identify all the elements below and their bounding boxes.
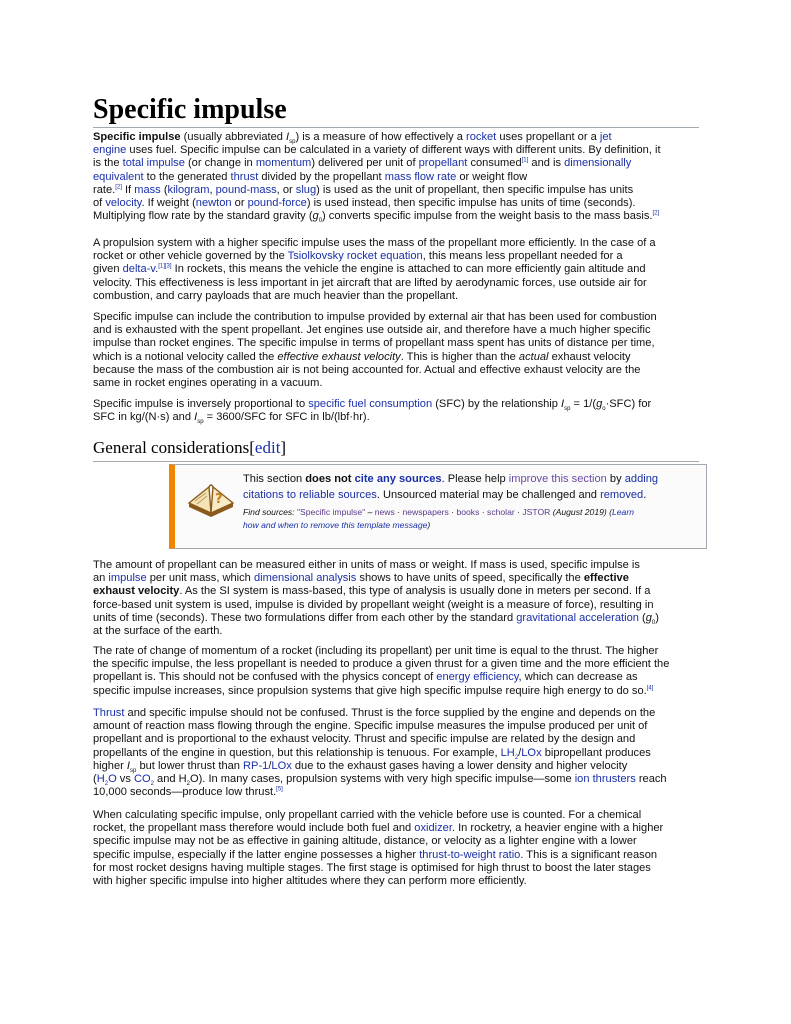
link-propellant[interactable]: propellant xyxy=(418,157,468,170)
link-adding-citations[interactable]: adding xyxy=(624,473,659,485)
link-learn-how[interactable]: Learn xyxy=(612,507,634,517)
paragraph-external-air: Specific impulse can include the contribution to impulse provided by external air that has been used for combustion and is exhausted with the spent propellant. Jet engines use outside air, and therefore have a much higher specific impulse than rocket engines. The specific impulse in terms of propellant mass spent has units of distance per time, which is a notional velocity called the effective exhaust velocity. This is higher than the actual exhaust velocity because the mass of the combustion air is not being accounted for. Actual and effective exhaust velocity are the same in rocket engines operating in a vacuum. xyxy=(93,311,657,390)
link-dimensional-analysis[interactable]: dimensional analysis xyxy=(253,572,357,585)
link-learn-how-2[interactable]: how and when to remove this template message xyxy=(243,520,428,530)
link-pound-mass[interactable]: pound-mass xyxy=(215,183,277,196)
paragraph-efficiency: A propulsion system with a higher specific impulse uses the mass of the propellant more efficiently. In the case of a rocket or other vehicle governed by the Tsiolkovsky rocket equation, this means less propellant needed for a given delta-v.[1][3] In rockets, this means the vehicle the engine is attached to can more efficiently gain altitude and velocity. This effectiveness is less important in jet aircraft that are lifted by aerodynamic forces, use outside air for combustion, and carry payloads that are much heavier than the propellant. xyxy=(93,237,656,302)
link-removed[interactable]: removed xyxy=(600,489,644,501)
citation-ref[interactable]: [1] xyxy=(521,157,529,164)
find-sources: Find sources: "Specific impulse" – news · newspapers · books · scholar · JSTOR (August 2019) (Learn how and when to remove this template message) xyxy=(243,507,634,530)
link-mass-flow-rate[interactable]: mass flow rate xyxy=(384,170,457,183)
link-thrust-to-weight[interactable]: thrust-to-weight ratio xyxy=(419,848,521,861)
link-co2[interactable]: $CO_2$ xyxy=(133,773,154,788)
link-newspapers[interactable]: newspapers xyxy=(402,507,449,517)
unsourced-notice-box xyxy=(169,464,707,549)
link-pound-force[interactable]: pound-force xyxy=(247,197,307,210)
link-newton[interactable]: newton xyxy=(195,197,232,210)
link-momentum[interactable]: momentum xyxy=(255,157,312,170)
link-rocket[interactable]: rocket xyxy=(466,131,497,143)
link-dimensionally-equivalent-2[interactable]: equivalent xyxy=(93,170,144,183)
link-mass[interactable]: mass xyxy=(134,183,161,196)
link-news[interactable]: news xyxy=(374,507,395,517)
link-lh2[interactable]: $LH_2$ xyxy=(500,746,519,761)
link-slug[interactable]: slug xyxy=(295,183,317,196)
paragraph-calculation: When calculating specific impulse, only propellant carried with the vehicle before use is counted. For a chemical rocket, the propellant mass therefore would include both fuel and oxidizer. In rocketry, a heavier engine with a higher specific impulse may not be as effective in gaining altitude, distance, or velocity as a lighter engine with a lower specific impulse, especially if the latter engine possesses a higher thrust-to-weight ratio. This is a significant reason for most rocket designs having multiple stages. The first stage is optimised for high thrust to boost the later stages with higher specific impulse into higher altitudes where they can perform more efficiently. xyxy=(93,809,664,888)
svg-text:?: ? xyxy=(215,492,223,507)
link-cite[interactable]: cite xyxy=(354,473,374,485)
paragraph-thrust: Thrust and specific impulse should not be confused. Thrust is the force supplied by the engine and depends on the amount of reaction mass flowing through the engine. Specific impulse measures the impulse produced per unit of propellant and is proportional to the exhaust velocity. Thrust and specific impulse are related by the design and propellants of the engine in question, but this relationship is tenuous. For example, $LH_2$/LOx bipropellant produces higher $I_{sp}$ but lower thrust than RP-1/LOx due to the exhaust gases having a lower density and higher velocity ($H_2O$ vs $CO_2$ and $H_2O$). In many cases, propulsion systems with very high specific impulse—some ion thrusters reach 10,000 seconds—produce low thrust.[5] xyxy=(93,707,667,799)
edit-link[interactable]: edit xyxy=(254,438,281,457)
section-divider xyxy=(93,461,699,462)
link-lox-2[interactable]: LOx xyxy=(271,759,292,772)
link-ion-thrusters[interactable]: ion thrusters xyxy=(574,773,636,786)
link-specific-fuel-consumption[interactable]: specific fuel consumption xyxy=(308,398,433,410)
title-divider xyxy=(93,127,699,128)
link-jstor[interactable]: JSTOR xyxy=(522,507,551,517)
citation-ref[interactable]: [4] xyxy=(646,684,654,691)
notice-text: This section does not cite any sources. Please help improve this section by adding citations to reliable sources. Unsourced material may be challenged and removed. Find sources: "Specific impulse" – news · newspapers · books · scholar · JSTOR (August 2019) (Learn how and when to remove this template message) xyxy=(243,471,703,532)
link-oxidizer[interactable]: oxidizer xyxy=(414,822,452,835)
link-water[interactable]: $H_2O$ xyxy=(96,773,117,788)
link-improve-section[interactable]: improve this section xyxy=(508,473,607,485)
paragraph-sfc: Specific impulse is inversely proportional to specific fuel consumption (SFC) by the relationship $I_{sp} = 1/(g_o\cdot SFC)$ for SFC in kg/(N·s) and $I_{sp} = 3600/SFC$ for SFC in lb/(lbf·hr). xyxy=(93,398,652,426)
link-delta-v[interactable]: delta-v xyxy=(122,263,156,276)
link-adding-citations-2[interactable]: citations to reliable sources xyxy=(243,489,377,501)
link-any-sources[interactable]: any sources xyxy=(376,473,442,485)
page-title: Specific impulse xyxy=(93,94,287,125)
book-question-icon xyxy=(185,477,237,523)
link-total-impulse[interactable]: total impulse xyxy=(122,157,185,170)
link-thrust[interactable]: thrust xyxy=(230,170,259,183)
link-tsiolkovsky[interactable]: Tsiolkovsky rocket equation xyxy=(287,250,423,263)
intro-paragraph: Specific impulse (usually abbreviated $I_{sp}$) is a measure of how effectively a rocket uses propellant or a jet engine uses fuel. Specific impulse can be calculated in a variety of different ways with different units. By definition, it is the total impulse (or change in momentum) delivered per unit of propellant consumed[1] and is dimensionally equivalent to the generated thrust divided by the propellant mass flow rate or weight flow rate.[2] If mass (kilogram, pound-mass, or slug) is used as the unit of propellant, then specific impulse has units of velocity. If weight (newton or pound-force) is used instead, then specific impulse has units of time (seconds). Multiplying flow rate by the standard gravity $(g_0)$ converts specific impulse from the weight basis to the mass basis.[2] xyxy=(93,131,661,225)
link-gravitational-acceleration[interactable]: gravitational acceleration xyxy=(516,611,639,624)
paragraph-momentum: The rate of change of momentum of a rocket (including its propellant) per unit time is equal to the thrust. The higher the specific impulse, the less propellant is needed to produce a given thrust for a given time and the more efficient the propellant is. This should not be confused with the physics concept of energy efficiency, which can decrease as specific impulse increases, since propulsion systems that give high specific impulse require high energy to do so.[4] xyxy=(93,645,670,697)
citation-ref[interactable]: [5] xyxy=(276,786,283,793)
link-dimensionally-equivalent[interactable]: dimensionally xyxy=(564,157,632,170)
link-rp1[interactable]: RP-1 xyxy=(243,759,269,772)
link-kilogram[interactable]: kilogram xyxy=(167,183,210,196)
link-impulse[interactable]: impulse xyxy=(108,572,147,585)
link-scholar[interactable]: scholar xyxy=(487,507,515,517)
paragraph-mass-weight: The amount of propellant can be measured either in units of mass or weight. If mass is used, specific impulse is an impulse per unit mass, which dimensional analysis shows to have units of speed, specifically the effective exhaust velocity. As the SI system is mass-based, this type of analysis is usually done in meters per second. If a force-based unit system is used, impulse is divided by propellant weight (weight is a measure of force), resulting in units of time (seconds). These two formulations differ from each other by the standard gravitational acceleration $(g_0)$ at the surface of the earth. xyxy=(93,559,659,638)
term-bold: Specific impulse xyxy=(93,131,181,143)
link-jet-engine[interactable]: jet xyxy=(599,131,612,143)
link-energy-efficiency[interactable]: energy efficiency xyxy=(436,671,519,684)
link-velocity[interactable]: velocity xyxy=(105,197,142,210)
link-books[interactable]: books xyxy=(456,507,480,517)
section-heading: General considerations[edit] xyxy=(93,438,287,457)
citation-ref[interactable]: [1][3] xyxy=(158,263,172,270)
link-lox[interactable]: LOx xyxy=(521,746,542,759)
link-thrust-2[interactable]: Thrust xyxy=(93,707,125,719)
link-jet-engine-2[interactable]: engine xyxy=(93,144,127,157)
citation-ref[interactable]: [2] xyxy=(115,184,122,191)
citation-ref[interactable]: [2] xyxy=(652,210,660,217)
